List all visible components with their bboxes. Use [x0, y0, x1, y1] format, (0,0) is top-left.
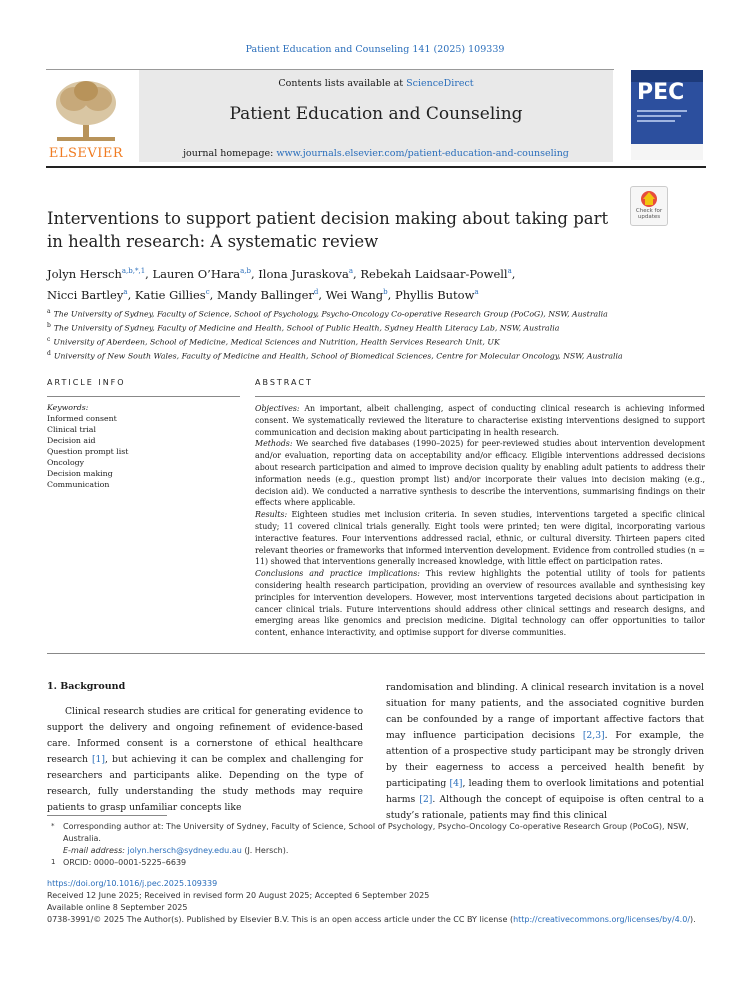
header-bottom-rule	[46, 166, 706, 168]
affiliation-letter: d	[47, 350, 51, 358]
abstract-text: Eighteen studies met inclusion criteria. In seven studies, interventions targeted a specific clinical study; 11 covered clinical trials generally. Eight tools were printed; ten were digital, incorporating various interactive features. Four interventions addressed racial, ethnic, or cultural diversity. Thirteen papers cited relevant theories or frameworks that informed intervention development. Evidence from controlled studies (n = 11) showed that interventions generally increased knowledge, with little effect on participation rates.	[255, 510, 705, 567]
citation-link[interactable]: [2]	[419, 794, 433, 805]
keywords-block	[47, 402, 240, 490]
author-separator: ,	[353, 266, 361, 281]
abstract-label: Objectives:	[255, 404, 300, 413]
body-text: , leading them to overlook limitations and potential harms	[386, 778, 704, 805]
author-separator: ,	[511, 266, 516, 281]
article-title: Interventions to support patient decision making about taking part in health research: A systematic review	[47, 209, 609, 251]
body-column-left	[47, 704, 363, 816]
author-name[interactable]: Lauren O’Hara	[152, 266, 241, 281]
author-separator: ,	[250, 266, 259, 281]
affiliation-text: The University of Sydney, Faculty of Science, School of Psychology, Psycho-Oncology Co-operative Research Group (PoCoG), NSW, Australia	[53, 309, 608, 319]
article-info-heading: ARTICLE INFO	[47, 378, 126, 387]
license-suffix: ).	[690, 915, 696, 924]
keyword: Decision making	[47, 469, 113, 478]
keywords-label: Keywords:	[47, 403, 89, 412]
body-text: randomisation and blinding. A clinical research invitation is a novel situation for many patients, and the associated cognitive burden can be confounded by a range of important affective factors that may influence participation decisions	[386, 682, 704, 741]
abstract-label: Results:	[255, 510, 288, 520]
affiliations	[47, 306, 687, 362]
orcid-note	[47, 857, 705, 869]
abstract-end-rule	[47, 653, 705, 654]
check-for-updates-button[interactable]	[630, 186, 668, 226]
affiliation-letter: c	[47, 336, 51, 344]
author-name[interactable]: Mandy Ballinger	[216, 287, 314, 302]
section-heading-background: 1. Background	[47, 681, 126, 692]
received-dates: Received 12 June 2025; Received in revised form 20 August 2025; Accepted 6 September 2025	[47, 891, 430, 900]
abstract-text: We searched five databases (1990–2025) for peer-reviewed studies about intervention development and/or evaluation, reporting data on acceptability and/or efficacy. Eligible interventions addressed decisions about research participation and aimed to improve decision quality by enabling adult patients to address their information needs (e.g., question prompt list) and/or incorporate their values into decision making (e.g., decision aid). We conducted a narrative synthesis to describe the interventions, summarising findings on their effects where applicable.	[255, 439, 705, 508]
author-affiliation-marks[interactable]: a	[123, 287, 128, 296]
license-prefix: 0738-3991/© 2025 The Author(s). Published by Elsevier B.V. This is an open access article under the CC BY license (	[47, 915, 514, 924]
license-link[interactable]: http://creativecommons.org/licenses/by/4.0/	[513, 915, 691, 924]
abstract-rule	[255, 396, 705, 397]
affiliation-text: University of New South Wales, Faculty of Medicine and Health, School of Biomedical Sciences, Centre for Molecular Oncology, NSW, Australia	[53, 351, 623, 361]
cover-bottom-band	[631, 144, 703, 160]
author-name[interactable]: Jolyn Hersch	[47, 266, 122, 281]
abstract-body	[255, 403, 705, 639]
article-info-rule	[47, 396, 240, 397]
affiliation-text: University of Aberdeen, School of Medicine, Medical Sciences and Nutrition, Health Services Research Unit, UK	[53, 337, 500, 347]
email-note	[47, 845, 705, 857]
body-column-right	[386, 680, 704, 824]
orcid-mark: 1	[51, 858, 56, 866]
keyword: Clinical trial	[47, 425, 96, 434]
body-text: Clinical research studies are critical for generating evidence to support the delivery and ongoing refinement of evidence-based care. Informed consent is a cornerstone of ethical healthcare research	[47, 706, 363, 765]
author-name[interactable]: Phyllis Butow	[394, 287, 475, 302]
corresponding-text: Corresponding author at: The University of Sydney, Faculty of Science, School of Psychology, Psycho-Oncology Co-operative Research Group (PoCoG), NSW, Australia.	[63, 822, 689, 843]
citation-link[interactable]: [2,3]	[582, 730, 605, 741]
abstract-paragraph	[255, 568, 705, 639]
doi-link[interactable]: https://doi.org/10.1016/j.pec.2025.109339	[47, 879, 218, 888]
abstract-heading: ABSTRACT	[255, 378, 313, 387]
author-affiliation-marks[interactable]: a,b	[240, 267, 251, 275]
author-separator: ,	[318, 287, 326, 302]
check-updates-label: Check for updates	[635, 208, 663, 220]
citation-link[interactable]: [1]	[91, 754, 105, 765]
abstract-paragraph	[255, 438, 705, 509]
abstract-paragraph	[255, 509, 705, 568]
author-affiliation-marks[interactable]: a	[474, 287, 479, 296]
author-name[interactable]: Rebekah Laidsaar-Powell	[360, 266, 508, 281]
affiliation-text: The University of Sydney, Faculty of Medicine and Health, School of Public Health, Sydney Health Literacy Lab, NSW, Australia	[53, 323, 560, 333]
cover-subtitle-lines	[637, 108, 695, 134]
abstract-text: This review highlights the potential utility of tools for patients considering health research participation, providing an overview of resources available and synthesising key principles for intervention developers. However, most interventions targeted decisions about participation in cancer clinical trials. Future interventions should address other clinical settings and research designs, and emerging areas like genomics and precision medicine. Digital technology can offer opportunities to tailor content, enhance interactivity, and optimise support for diverse communities.	[255, 569, 705, 638]
available-online: Available online 8 September 2025	[47, 903, 188, 912]
author-affiliation-marks[interactable]: a	[348, 267, 354, 275]
abstract-label: Conclusions and practice implications:	[255, 569, 420, 579]
affiliation-line	[47, 334, 687, 348]
email-link[interactable]: jolyn.hersch@sydney.edu.au	[127, 846, 242, 855]
email-suffix: (J. Hersch).	[241, 846, 289, 855]
keyword: Oncology	[47, 458, 85, 467]
email-label: E-mail address:	[63, 846, 128, 855]
author-name[interactable]: Nicci Bartley	[47, 287, 124, 302]
check-updates-icon	[631, 187, 667, 209]
author-affiliation-marks[interactable]: a	[507, 267, 512, 275]
keyword: Question prompt list	[47, 447, 129, 456]
sciencedirect-link[interactable]: ScienceDirect	[406, 78, 474, 89]
abstract-label: Methods:	[255, 439, 293, 449]
author-separator: ,	[209, 287, 217, 302]
homepage-line	[139, 148, 613, 159]
footnote-rule	[47, 815, 167, 816]
elsevier-wordmark: ELSEVIER	[48, 146, 124, 161]
affiliation-line	[47, 306, 687, 320]
cover-abbreviation: PEC	[637, 80, 685, 105]
author-affiliation-marks[interactable]: c	[205, 287, 210, 296]
body-text: , but achieving it can be complex and challenging for researchers and participants alike. Depending on the type of research, fully understanding the study methods may require patients to grasp unfamiliar concepts like	[47, 754, 363, 813]
author-separator: ,	[145, 266, 153, 281]
affiliation-line	[47, 348, 687, 362]
corresponding-mark: *	[51, 822, 55, 830]
license-line	[47, 914, 747, 926]
affiliation-letter: a	[47, 308, 51, 315]
journal-reference[interactable]: Patient Education and Counseling 141 (2025) 109339	[245, 44, 505, 55]
citation-link[interactable]: [4]	[449, 778, 463, 789]
journal-homepage-link[interactable]: www.journals.elsevier.com/patient-education-and-counseling	[276, 148, 569, 159]
author-affiliation-marks[interactable]: a,b,*,1	[121, 267, 146, 275]
author-separator: ,	[127, 287, 135, 302]
author-name[interactable]: Ilona Juraskova	[258, 266, 349, 281]
author-affiliation-marks[interactable]: d	[313, 287, 319, 296]
author-name[interactable]: Katie Gillies	[134, 287, 206, 302]
body-text: . Although the concept of equipoise is often central to a study’s rationale, patients may find this clinical	[386, 794, 704, 821]
publication-info	[47, 878, 747, 926]
orcid-text: ORCID: 0000–0001-5225–6639	[63, 858, 187, 867]
author-name[interactable]: Wei Wang	[325, 287, 384, 302]
journal-title: Patient Education and Counseling	[229, 104, 523, 124]
author-separator: ,	[387, 287, 395, 302]
keyword: Communication	[47, 480, 110, 489]
author-affiliation-marks[interactable]: b	[383, 287, 388, 296]
keyword: Decision aid	[47, 436, 96, 445]
body-text: . For example, the attention of a prospective study participant may be strongly driven by their eagerness to access a perceived health benefit by participating	[386, 730, 704, 789]
footnotes	[47, 821, 705, 869]
corresponding-author-note	[47, 821, 705, 845]
homepage-prefix: journal homepage:	[183, 148, 277, 159]
author-list	[47, 262, 607, 304]
contents-prefix: Contents lists available at	[278, 78, 407, 89]
keyword: Informed consent	[47, 414, 117, 423]
journal-cover-image[interactable]	[631, 70, 703, 160]
abstract-paragraph	[255, 403, 705, 438]
affiliation-letter: b	[47, 322, 51, 330]
keyword-list	[47, 413, 240, 490]
contents-line	[139, 78, 613, 89]
abstract-text: An important, albeit challenging, aspect of conducting clinical research is achieving informed consent. We systematically reviewed the literature to characterise existing interventions designed to support communication and decision making about participating in health research.	[255, 404, 705, 437]
affiliation-line	[47, 320, 687, 334]
